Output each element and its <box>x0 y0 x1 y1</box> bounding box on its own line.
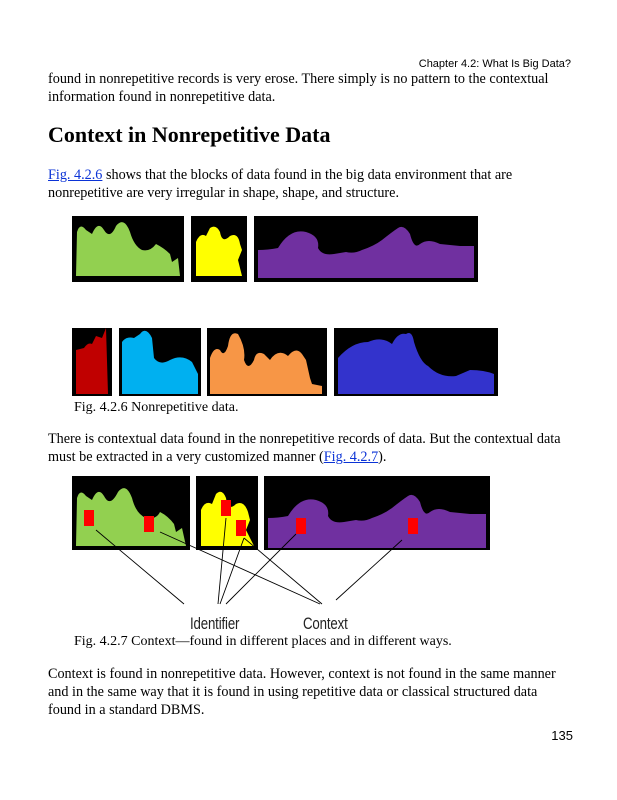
page-number: 135 <box>551 728 573 743</box>
figure-4-2-6 <box>0 210 617 400</box>
paragraph-3: Context is found in nonrepetitive data. However, context is not found in the same manner and in the same way that it is found in using repetitive data or classical structured data found in a standard DBMS. <box>48 666 556 718</box>
paragraph-1 <box>48 166 573 202</box>
figure-4-2-7 <box>0 476 617 610</box>
paragraph-2 <box>48 430 573 466</box>
running-head: Chapter 4.2: What Is Big Data? <box>418 58 571 70</box>
section-heading: Context in Nonrepetitive Data <box>48 122 331 147</box>
context-marker <box>84 510 94 526</box>
paragraph-2-text-after: ). <box>378 449 387 465</box>
figure-4-2-6-caption: Fig. 4.2.6 Nonrepetitive data. <box>74 400 239 415</box>
figure-4-2-7-caption: Fig. 4.2.7 Context—found in different places and in different ways. <box>74 634 452 649</box>
fig-4-2-6-link[interactable]: Fig. 4.2.6 <box>48 167 103 183</box>
identifier-label: Identifier <box>190 614 240 633</box>
intro-paragraph: found in nonrepetitive records is very erose. There simply is no pattern to the contextual information found in nonrepetitive data. <box>48 71 549 105</box>
context-label: Context <box>303 614 348 633</box>
context-marker <box>296 518 306 534</box>
context-marker <box>408 518 418 534</box>
context-marker <box>236 520 246 536</box>
context-marker <box>144 516 154 532</box>
fig-4-2-7-link[interactable]: Fig. 4.2.7 <box>323 449 379 465</box>
paragraph-2-text-before: There is contextual data found in the nonrepetitive records of data. But the contextual data must be extracted in a very customized manner ( <box>48 431 561 465</box>
identifier-marker <box>221 500 231 516</box>
paragraph-1-text: shows that the blocks of data found in the big data environment that are nonrepetitive are very irregular in shape, shape, and structure. <box>48 167 513 201</box>
